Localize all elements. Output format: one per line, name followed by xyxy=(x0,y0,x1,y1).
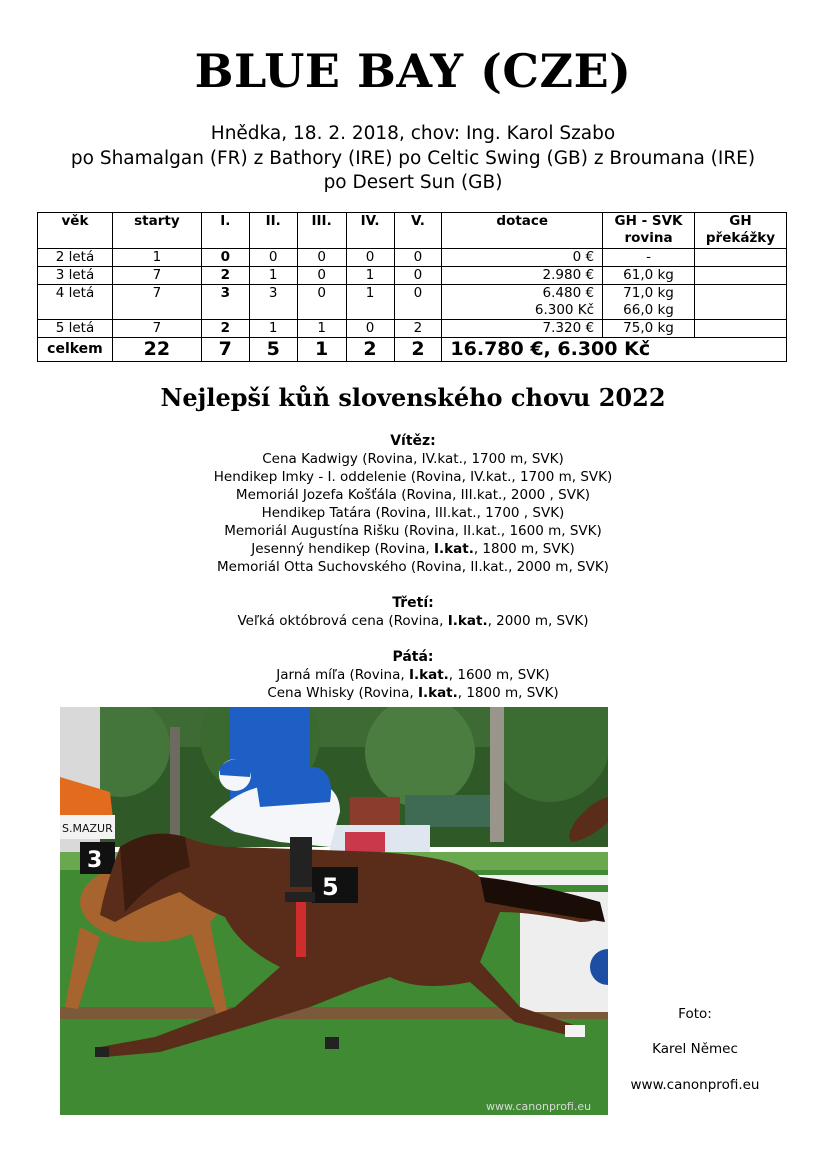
gh-flat-value: 71,0 kg xyxy=(623,285,674,301)
table-row xyxy=(38,267,787,285)
cell-fifth: 0 xyxy=(394,267,442,285)
left-jockey-name: S.MAZUR xyxy=(62,822,113,835)
header-fourth: IV. xyxy=(346,213,394,249)
award-heading: Nejlepší kůň slovenského chovu 2022 xyxy=(160,383,666,412)
race-item xyxy=(0,684,826,702)
photo-credit-url: www.canonprofi.eu xyxy=(630,1077,760,1093)
cell-gh-jump xyxy=(694,320,786,338)
cell-first: 2 xyxy=(201,267,249,285)
table-row xyxy=(38,249,787,267)
race-item: Memoriál Otta Suchovského (Rovina, II.kat., 2000 m, SVK) xyxy=(217,559,609,575)
race-item: Memoriál Jozefa Košťála (Rovina, III.kat., 2000 , SVK) xyxy=(235,487,591,503)
race-record-table xyxy=(37,212,787,362)
table-header-row xyxy=(38,213,787,249)
cell-gh-jump xyxy=(694,267,786,285)
cell-prize: 2.980 € xyxy=(442,267,603,285)
cell-starts: 7 xyxy=(112,285,201,320)
pedigree-info xyxy=(0,122,826,196)
race-item: Cena Kadwigy (Rovina, IV.kat., 1700 m, SVK) xyxy=(262,451,564,467)
cell-prize: 0 € xyxy=(442,249,603,267)
cell-fifth: 2 xyxy=(394,320,442,338)
header-first: I. xyxy=(201,213,249,249)
cell-fifth: 0 xyxy=(394,285,442,320)
cell-first: 3 xyxy=(201,285,249,320)
header-third: III. xyxy=(297,213,346,249)
fifth-heading: Pátá: xyxy=(392,649,434,665)
race-item xyxy=(0,540,826,558)
cell-third: 0 xyxy=(297,249,346,267)
horse-title: BLUE BAY (CZE) xyxy=(194,44,632,98)
pedigree-line-3: po Desert Sun (GB) xyxy=(323,172,503,193)
cell-starts: 7 xyxy=(112,320,201,338)
cell-age: 4 letá xyxy=(38,285,113,320)
header-prize: dotace xyxy=(442,213,603,249)
cell-fifth: 0 xyxy=(394,249,442,267)
race-category: I.kat. xyxy=(408,667,449,683)
cell-third: 1 xyxy=(297,320,346,338)
total-label: celkem xyxy=(38,338,113,362)
cell-third: 0 xyxy=(297,267,346,285)
total-fourth: 2 xyxy=(346,338,394,362)
race-category: I.kat. xyxy=(417,685,458,701)
cell-age: 5 letá xyxy=(38,320,113,338)
gh-flat-value-2: 66,0 kg xyxy=(623,302,674,318)
total-third: 1 xyxy=(297,338,346,362)
prize-czk: 6.300 Kč xyxy=(534,302,595,318)
race-photo-illustration xyxy=(60,707,608,1115)
cell-fourth: 0 xyxy=(346,320,394,338)
cell-first: 0 xyxy=(201,249,249,267)
cell-third: 0 xyxy=(297,285,346,320)
cell-fourth: 1 xyxy=(346,267,394,285)
saddle-number: 5 xyxy=(322,873,339,901)
header-gh-flat: GH - SVK rovina xyxy=(603,213,695,249)
cell-age: 2 letá xyxy=(38,249,113,267)
cell-prize: 7.320 € xyxy=(442,320,603,338)
header-second: II. xyxy=(249,213,297,249)
cell-gh-jump xyxy=(694,285,786,320)
race-text: , 1800 m, SVK) xyxy=(473,541,575,557)
cell-fourth: 0 xyxy=(346,249,394,267)
pedigree-line-2: po Shamalgan (FR) z Bathory (IRE) po Celtic Swing (GB) z Broumana (IRE) xyxy=(70,147,756,169)
race-text: , 1600 m, SVK) xyxy=(448,667,550,683)
race-text: Jarná míľa (Rovina, xyxy=(276,667,409,683)
cell-second: 3 xyxy=(249,285,297,320)
cell-gh-flat: 75,0 kg xyxy=(603,320,695,338)
total-prize: 16.780 €, 6.300 Kč xyxy=(442,338,787,362)
cell-gh-jump xyxy=(694,249,786,267)
prize-euro: 6.480 € xyxy=(542,285,595,301)
left-saddle-number: 3 xyxy=(87,848,103,873)
race-item: Hendikep Tatára (Rovina, III.kat., 1700 , SVK) xyxy=(261,505,565,521)
race-text: , 1800 m, SVK) xyxy=(457,685,559,701)
total-fifth: 2 xyxy=(394,338,442,362)
table-row xyxy=(38,285,787,320)
header-age: věk xyxy=(38,213,113,249)
race-text: Cena Whisky (Rovina, xyxy=(267,685,418,701)
race-item: Hendikep Imky - I. oddelenie (Rovina, IV.kat., 1700 m, SVK) xyxy=(213,469,613,485)
cell-starts: 7 xyxy=(112,267,201,285)
pedigree-line-1: Hnědka, 18. 2. 2018, chov: Ing. Karol Szabo xyxy=(210,123,616,144)
header-fifth: V. xyxy=(394,213,442,249)
total-first: 7 xyxy=(201,338,249,362)
total-second: 5 xyxy=(249,338,297,362)
total-starts: 22 xyxy=(112,338,201,362)
cell-gh-flat: - xyxy=(603,249,695,267)
cell-gh-flat xyxy=(603,285,695,320)
cell-gh-flat: 61,0 kg xyxy=(603,267,695,285)
cell-starts: 1 xyxy=(112,249,201,267)
third-heading: Třetí: xyxy=(392,595,434,611)
race-results xyxy=(0,432,826,702)
race-text: Veľká októbrová cena (Rovina, xyxy=(237,613,448,629)
race-item xyxy=(0,666,826,684)
race-item: Memoriál Augustína Rišku (Rovina, II.kat., 1600 m, SVK) xyxy=(224,523,602,539)
table-total-row xyxy=(38,338,787,362)
cell-fourth: 1 xyxy=(346,285,394,320)
cell-second: 0 xyxy=(249,249,297,267)
cell-second: 1 xyxy=(249,267,297,285)
photo-watermark: www.canonprofi.eu xyxy=(486,1100,592,1113)
header-gh-jump: GH překážky xyxy=(694,213,786,249)
race-item xyxy=(0,612,826,630)
race-category: I.kat. xyxy=(447,613,488,629)
winner-heading: Vítěz: xyxy=(390,433,436,449)
cell-age: 3 letá xyxy=(38,267,113,285)
cell-first: 2 xyxy=(201,320,249,338)
cell-second: 1 xyxy=(249,320,297,338)
race-category: I.kat. xyxy=(434,541,474,557)
table-row xyxy=(38,320,787,338)
cell-prize xyxy=(442,285,603,320)
race-text: , 2000 m, SVK) xyxy=(487,613,589,629)
race-text: Jesenný hendikep (Rovina, xyxy=(251,541,434,557)
photo-credit-name: Karel Němec xyxy=(652,1041,738,1057)
photo-credit-label: Foto: xyxy=(678,1006,712,1022)
header-starts: starty xyxy=(112,213,201,249)
race-photo xyxy=(60,707,608,1115)
